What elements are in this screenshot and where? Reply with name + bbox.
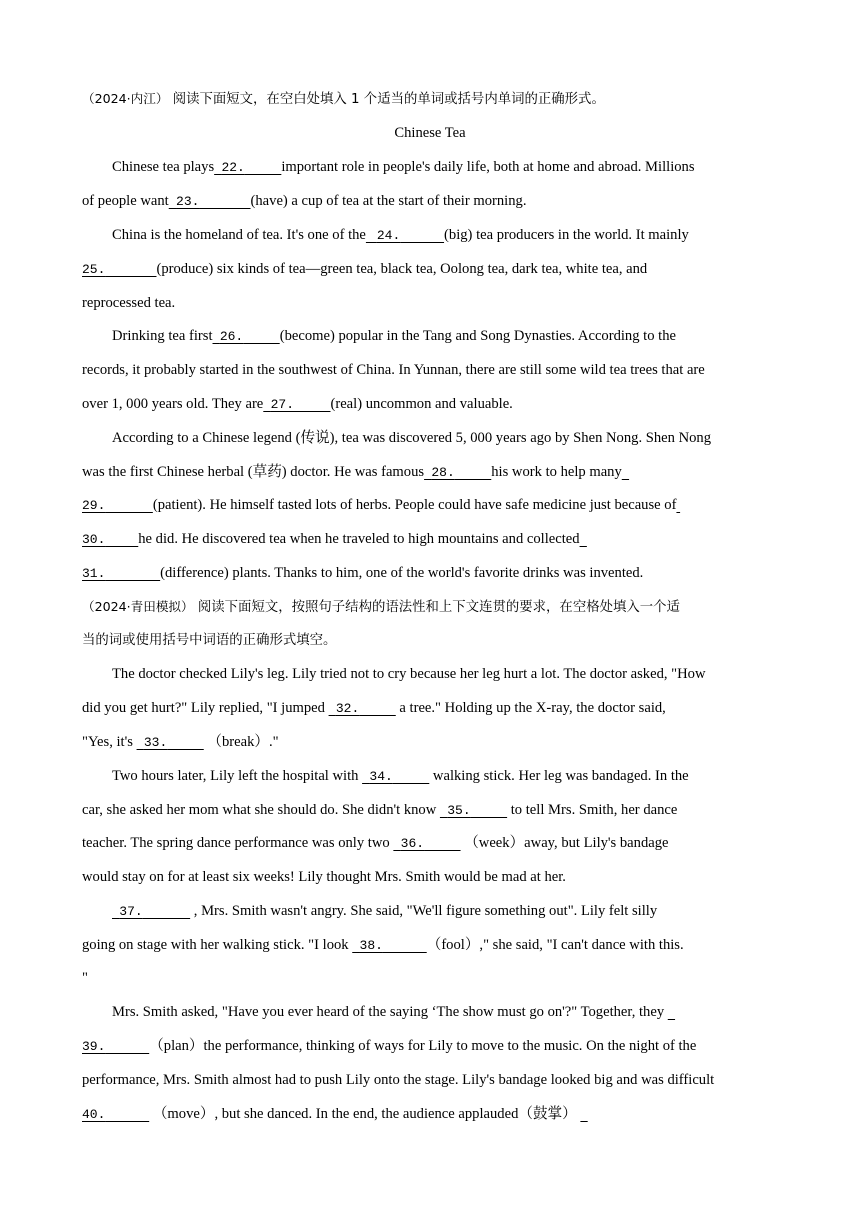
blank-fill-space xyxy=(359,700,395,716)
section2-instruction-line2: 当的词或使用括号中词语的正确形式填空。 xyxy=(82,633,337,648)
blank-fill-space xyxy=(471,802,507,818)
text-line xyxy=(112,1002,782,1022)
text-line xyxy=(82,833,782,853)
blank-38[interactable] xyxy=(352,937,426,953)
blank-fill-space xyxy=(455,464,491,480)
blank-30[interactable] xyxy=(82,531,138,547)
passage1-title: Chinese Tea xyxy=(394,125,466,141)
blank-number: 32. xyxy=(335,701,360,716)
blank-number: 25. xyxy=(82,262,106,277)
text-run: (big) tea producers in the world. It mainly xyxy=(444,227,689,243)
text-run: his work to help many xyxy=(491,464,622,480)
text-run: going on stage with her walking stick. "I look xyxy=(82,937,353,953)
blank-lead-space xyxy=(676,497,680,513)
blank-number: 38. xyxy=(359,938,383,953)
text-line xyxy=(112,326,782,346)
blank-fill-space xyxy=(243,328,279,344)
blank-33[interactable] xyxy=(137,734,204,750)
text-run: (real) uncommon and valuable. xyxy=(330,396,513,412)
text-run: （week）away, but Lily's bandage xyxy=(460,835,669,851)
section2-header-line2 xyxy=(82,630,782,650)
blank-24[interactable] xyxy=(366,227,444,243)
blank-number: 39. xyxy=(82,1039,106,1054)
text-run: of people want xyxy=(82,193,169,209)
blank-39[interactable] xyxy=(82,1038,149,1054)
text-line xyxy=(82,563,782,583)
blank-lead-space xyxy=(393,835,400,851)
section2-instruction-line1: 阅读下面短文，按照句子结构的语法性和上下文连贯的要求，在空格处填入一个适 xyxy=(193,600,680,615)
text-run: Chinese tea plays xyxy=(112,159,215,175)
text-line xyxy=(82,1104,782,1124)
text-run: Two hours later, Lily left the hospital with xyxy=(112,768,363,784)
blank-fill-space xyxy=(393,768,429,784)
blank-26[interactable] xyxy=(213,328,280,344)
blank-37[interactable] xyxy=(112,903,190,919)
text-line xyxy=(82,1036,782,1056)
text-run: reprocessed tea. xyxy=(82,295,176,311)
text-run: （break）." xyxy=(203,734,279,750)
text-line xyxy=(82,191,782,211)
text-run: China is the homeland of tea. It's one of the xyxy=(112,227,366,243)
text-line xyxy=(82,968,782,988)
blank-lead-space xyxy=(580,531,587,547)
blank-number: 27. xyxy=(270,397,294,412)
blank-number: 35. xyxy=(447,803,471,818)
blank-lead-space xyxy=(668,1004,675,1020)
blank-continuation[interactable] xyxy=(580,531,587,547)
blank-lead-space xyxy=(580,1106,587,1122)
text-line xyxy=(82,529,782,549)
blank-29[interactable] xyxy=(82,497,153,513)
section2-header-line1 xyxy=(82,597,782,617)
blank-fill-space xyxy=(400,227,444,243)
blank-fill-space xyxy=(245,159,281,175)
blank-number: 26. xyxy=(219,329,244,344)
blank-lead-space xyxy=(263,396,270,412)
text-run: (produce) six kinds of tea—green tea, black tea, Oolong tea, dark tea, white tea, and xyxy=(156,261,648,277)
text-run: (become) popular in the Tang and Song Dynasties. According to the xyxy=(279,328,676,344)
blank-number: 23. xyxy=(176,194,200,209)
text-line xyxy=(82,394,782,414)
blank-fill-space xyxy=(424,835,460,851)
text-line xyxy=(82,935,782,955)
blank-number: 37. xyxy=(119,904,143,919)
blank-lead-space xyxy=(366,227,377,243)
section2-source: （2024·青田模拟） xyxy=(82,599,194,614)
blank-continuation[interactable] xyxy=(676,497,680,513)
text-line xyxy=(82,698,782,718)
blank-34[interactable] xyxy=(362,768,429,784)
text-run: According to a Chinese legend (传说), tea was discovered 5, 000 years ago by Shen Nong. Shen Nong xyxy=(112,430,712,446)
text-run: teacher. The spring dance performance was only two xyxy=(82,835,394,851)
blank-number: 30. xyxy=(82,532,106,547)
text-run: car, she asked her mom what she should do. She didn't know xyxy=(82,802,440,818)
section1-instruction: 阅读下面短文，在空白处填入 1 个适当的单词或括号内单词的正确形式。 xyxy=(168,92,605,107)
text-line xyxy=(82,360,782,380)
text-run: he did. He discovered tea when he traveled to high mountains and collected xyxy=(138,531,580,547)
blank-31[interactable] xyxy=(82,565,160,581)
blank-fill-space xyxy=(199,193,250,209)
text-line xyxy=(82,495,782,515)
blank-number: 34. xyxy=(369,769,393,784)
blank-number: 31. xyxy=(82,566,106,581)
text-run: " xyxy=(82,970,88,986)
blank-22[interactable] xyxy=(214,159,281,175)
text-run: （move）, but she danced. In the end, the audience applauded（鼓掌） xyxy=(149,1106,581,1122)
text-run: （plan）the performance, thinking of ways for Lily to move to the music. On the night of the xyxy=(149,1038,697,1054)
text-line xyxy=(82,1070,782,1090)
text-line xyxy=(82,293,782,313)
text-line xyxy=(82,732,782,752)
text-line xyxy=(82,462,782,482)
blank-continuation[interactable] xyxy=(622,464,629,480)
text-run: Drinking tea first xyxy=(112,328,213,344)
text-run: important role in people's daily life, both at home and abroad. Millions xyxy=(281,159,695,175)
text-run: performance, Mrs. Smith almost had to push Lily onto the stage. Lily's bandage looked big and was difficult xyxy=(82,1072,715,1088)
text-line xyxy=(82,259,782,279)
blank-23[interactable] xyxy=(169,193,251,209)
blank-number: 28. xyxy=(431,465,455,480)
text-run: (patient). He himself tasted lots of herbs. People could have safe medicine just because of xyxy=(152,497,677,513)
text-run: over 1, 000 years old. They are xyxy=(82,396,264,412)
blank-continuation[interactable] xyxy=(668,1004,675,1020)
blank-35[interactable] xyxy=(440,802,507,818)
text-run: Mrs. Smith asked, "Have you ever heard of the saying ‘The show must go on'?" Together, they xyxy=(112,1004,668,1020)
blank-lead-space xyxy=(622,464,629,480)
blank-number: 33. xyxy=(143,735,168,750)
text-run: was the first Chinese herbal (草药) doctor. He was famous xyxy=(82,464,425,480)
blank-40[interactable] xyxy=(82,1106,149,1122)
blank-number: 24. xyxy=(376,228,401,243)
blank-number: 22. xyxy=(221,160,245,175)
blank-fill-space xyxy=(143,903,190,919)
blank-continuation[interactable] xyxy=(580,1106,587,1122)
blank-fill-space xyxy=(105,531,138,547)
blank-fill-space xyxy=(105,261,156,277)
blank-fill-space xyxy=(105,1106,149,1122)
text-run: walking stick. Her leg was bandaged. In the xyxy=(429,768,689,784)
blank-number: 36. xyxy=(400,836,425,851)
text-run: records, it probably started in the southwest of China. In Yunnan, there are still some wild tea trees that are xyxy=(82,362,705,378)
blank-fill-space xyxy=(294,396,330,412)
text-run: The doctor checked Lily's leg. Lily tried not to cry because her leg hurt a lot. The doctor asked, "How xyxy=(112,666,706,682)
text-line xyxy=(112,664,782,684)
text-line xyxy=(112,157,782,177)
text-run: would stay on for at least six weeks! Lily thought Mrs. Smith would be mad at her. xyxy=(82,869,566,885)
blank-number: 40. xyxy=(82,1107,106,1122)
section1-header xyxy=(82,89,782,109)
text-line xyxy=(82,800,782,820)
text-line xyxy=(82,867,782,887)
blank-lead-space xyxy=(213,328,220,344)
text-run: (have) a cup of tea at the start of their morning. xyxy=(250,193,527,209)
blank-28[interactable] xyxy=(424,464,491,480)
blank-lead-space xyxy=(352,937,359,953)
blank-fill-space xyxy=(105,497,152,513)
blank-lead-space xyxy=(137,734,144,750)
text-line xyxy=(112,766,782,786)
blank-36[interactable] xyxy=(393,835,460,851)
blank-number: 29. xyxy=(82,498,106,513)
text-run: a tree." Holding up the X-ray, the doctor said, xyxy=(395,700,666,716)
text-run: (difference) plants. Thanks to him, one of the world's favorite drinks was invented. xyxy=(160,565,644,581)
blank-lead-space xyxy=(329,700,336,716)
blank-fill-space xyxy=(167,734,203,750)
text-line xyxy=(112,901,782,921)
blank-lead-space xyxy=(169,193,176,209)
blank-fill-space xyxy=(383,937,427,953)
text-run: "Yes, it's xyxy=(82,734,137,750)
blank-27[interactable] xyxy=(263,396,330,412)
text-run: to tell Mrs. Smith, her dance xyxy=(507,802,678,818)
text-run: （fool）," she said, "I can't dance with this. xyxy=(426,937,684,953)
text-run: , Mrs. Smith wasn't angry. She said, "We'll figure something out". Lily felt silly xyxy=(190,903,658,919)
blank-25[interactable] xyxy=(82,261,156,277)
text-line xyxy=(112,428,782,448)
section1-source: （2024·内江） xyxy=(82,91,169,106)
text-run: did you get hurt?" Lily replied, "I jumped xyxy=(82,700,329,716)
text-line xyxy=(112,225,782,245)
blank-32[interactable] xyxy=(329,700,396,716)
blank-fill-space xyxy=(105,1038,149,1054)
blank-fill-space xyxy=(105,565,160,581)
